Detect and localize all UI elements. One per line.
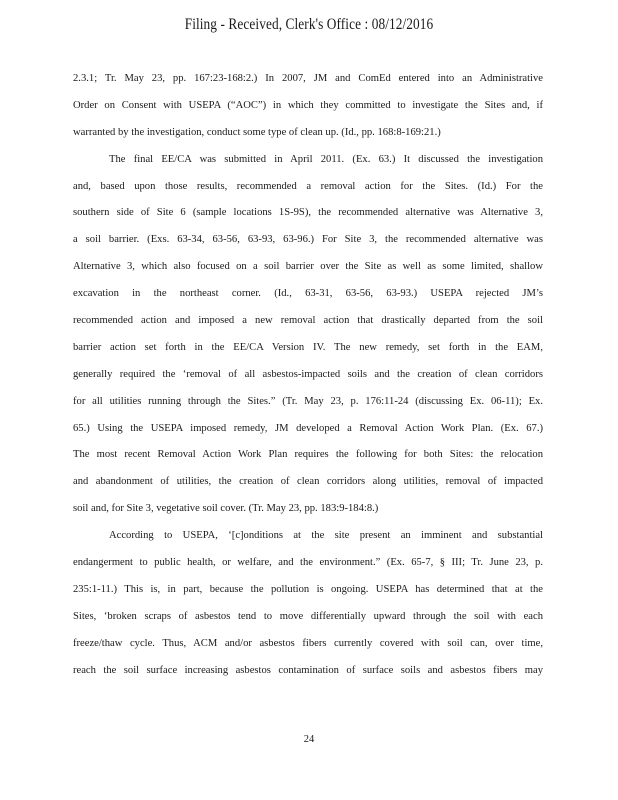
text-line: Order on Consent with USEPA (“AOC”) in which they committed to investigate the Sites and, if xyxy=(73,99,543,111)
text-line: excavation in the northeast corner. (Id., 63-31, 63-56, 63-93.) USEPA rejected JM’s xyxy=(73,288,543,300)
text-line: barrier action set forth in the EE/CA Version IV. The new remedy, set forth in the EAM, xyxy=(73,341,543,353)
text-line: reach the soil surface increasing asbestos contamination of surface soils and asbestos fibers may xyxy=(73,664,543,676)
text-line: and, based upon those results, recommended a removal action for the Sites. (Id.) For the xyxy=(73,180,543,192)
page-number: 24 xyxy=(303,734,315,745)
text-line: for all utilities running through the Sites.” (Tr. May 23, p. 176:11-24 (discussing Ex. 06-11); Ex. xyxy=(73,395,543,407)
filing-header: Filing - Received, Clerk's Office : 08/12/2016 xyxy=(184,16,434,33)
text-line: Alternative 3, which also focused on a soil barrier over the Site as well as some limited, shallow xyxy=(73,261,543,273)
text-line: The final EE/CA was submitted in April 2011. (Ex. 63.) It discussed the investigation xyxy=(109,153,543,165)
body-text xyxy=(73,66,543,684)
text-line: southern side of Site 6 (sample locations 1S-9S), the recommended alternative was Alternative 3, xyxy=(73,207,543,219)
text-line: 2.3.1; Tr. May 23, pp. 167:23-168:2.) In 2007, JM and ComEd entered into an Administrative xyxy=(73,73,543,84)
text-line: 235:1-11.) This is, in part, because the pollution is ongoing. USEPA has determined that at the xyxy=(73,583,543,595)
text-line: According to USEPA, ‘[c]onditions at the site present an imminent and substantial xyxy=(109,530,543,542)
text-line: warranted by the investigation, conduct some type of clean up. (Id., pp. 168:8-169:21.) xyxy=(73,126,441,138)
text-line: generally required the ‘removal of all asbestos-impacted soils and the creation of clean corridors xyxy=(73,368,543,380)
text-line: The most recent Removal Action Work Plan requires the following for both Sites: the relocation xyxy=(73,449,543,461)
text-line: freeze/thaw cycle. Thus, ACM and/or asbestos fibers currently covered with soil can, over time, xyxy=(73,637,543,649)
text-line: Sites, ‘broken scraps of asbestos tend to move differentially upward through the soil with each xyxy=(73,610,543,622)
text-line: endangerment to public health, or welfare, and the environment.” (Ex. 65-7, § III; Tr. June 23, p. xyxy=(73,557,543,569)
text-line: soil and, for Site 3, vegetative soil cover. (Tr. May 23, pp. 183:9-184:8.) xyxy=(73,503,379,515)
text-line: a soil barrier. (Exs. 63-34, 63-56, 63-93, 63-96.) For Site 3, the recommended alternative was xyxy=(73,234,543,246)
text-line: 65.) Using the USEPA imposed remedy, JM developed a Removal Action Work Plan. (Ex. 67.) xyxy=(73,422,543,434)
text-line: recommended action and imposed a new removal action that drastically departed from the soil xyxy=(73,315,543,327)
text-line: and abandonment of utilities, the creation of clean corridors along utilities, removal of impacted xyxy=(73,476,543,488)
